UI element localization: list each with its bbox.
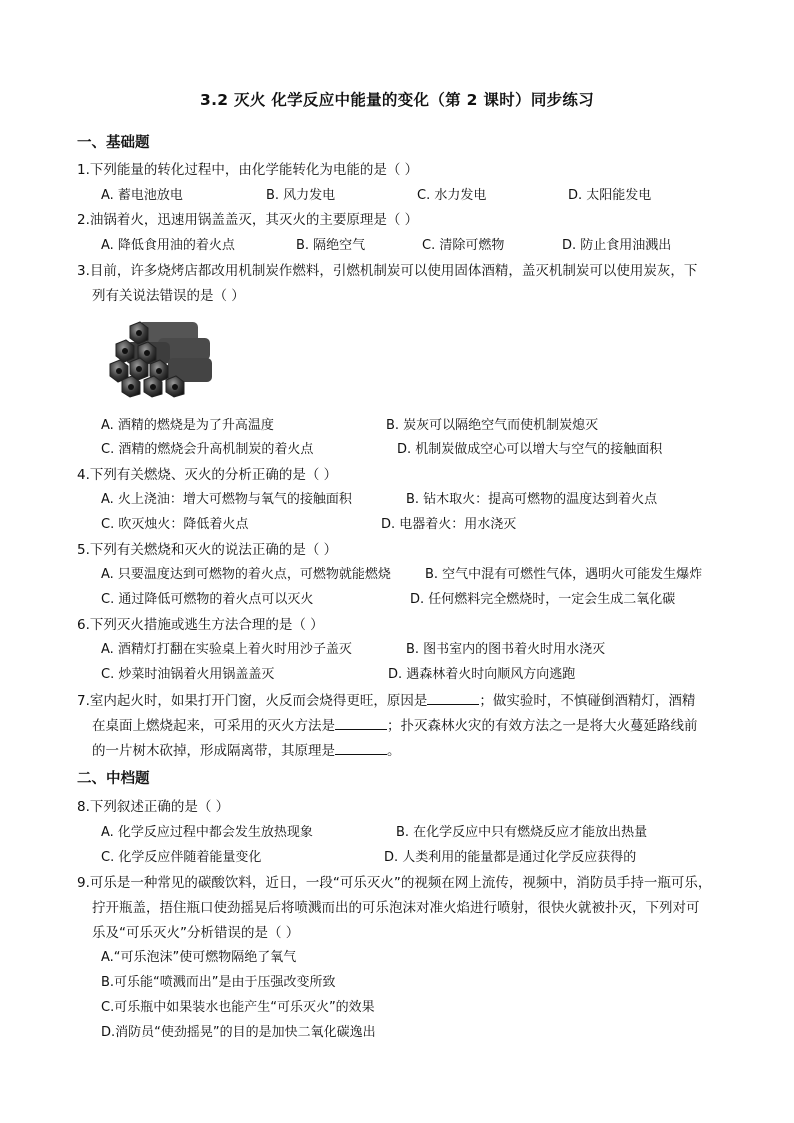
question-9-line-3: 乐及“可乐灭火”分析错误的是（ ） — [92, 925, 300, 941]
question-3-line-2: 列有关说法错误的是（ ） — [92, 288, 245, 304]
q6-option-d: D. 遇森林着火时向顺风方向逃跑 — [388, 667, 576, 682]
answer-blank[interactable] — [335, 740, 387, 755]
q6-option-a: A. 酒精灯打翻在实验桌上着火时用沙子盖灭 — [101, 642, 352, 657]
q7-text-4: ；扑灭森林火灾的有效方法之一是将大火蔓延路线前 — [387, 718, 698, 734]
charcoal-briquettes-image — [108, 318, 214, 398]
q9-option-d: D.消防员“使劲摇晃”的目的是加快二氧化碳逸出 — [101, 1025, 376, 1040]
q5-option-a: A. 只要温度达到可燃物的着火点，可燃物就能燃烧 — [101, 567, 391, 582]
question-9-line-1: 9.可乐是一种常见的碳酸饮料，近日，一段“可乐灭火”的视频在网上流传，视频中，消防员手持一瓶可乐， — [77, 875, 712, 891]
q3-option-d: D. 机制炭做成空心可以增大与空气的接触面积 — [397, 442, 663, 457]
q4-option-d: D. 电器着火：用水浇灭 — [381, 517, 517, 532]
q9-option-b: B.可乐能“喷溅而出”是由于压强改变所致 — [101, 975, 336, 990]
question-2: 2.油锅着火，迅速用锅盖盖灭，其灭火的主要原理是（ ） — [77, 212, 419, 228]
q4-option-c: C. 吹灭烛火：降低着火点 — [101, 517, 249, 532]
question-7-line-2 — [92, 715, 698, 736]
q6-option-c: C. 炒菜时油锅着火用锅盖盖灭 — [101, 667, 275, 682]
question-8: 8.下列叙述正确的是（ ） — [77, 799, 230, 815]
q3-option-a: A. 酒精的燃烧是为了升高温度 — [101, 418, 274, 433]
q1-option-c: C. 水力发电 — [417, 188, 487, 203]
q5-option-b: B. 空气中混有可燃性气体，遇明火可能发生爆炸 — [425, 567, 703, 582]
section-heading-medium: 二、中档题 — [77, 771, 150, 787]
question-7-line-3 — [92, 740, 401, 761]
q8-option-a: A. 化学反应过程中都会发生放热现象 — [101, 825, 313, 840]
q8-option-c: C. 化学反应伴随着能量变化 — [101, 850, 262, 865]
q2-option-a: A. 降低食用油的着火点 — [101, 238, 235, 253]
question-3-line-1: 3.目前，许多烧烤店都改用机制炭作燃料，引燃机制炭可以使用固体酒精，盖灭机制炭可以使用炭灰，下 — [77, 263, 698, 279]
q2-option-d: D. 防止食用油溅出 — [562, 238, 672, 253]
q7-text-5: 的一片树木砍掉，形成隔离带，其原理是 — [92, 743, 335, 759]
q8-option-b: B. 在化学反应中只有燃烧反应才能放出热量 — [396, 825, 648, 840]
q1-option-d: D. 太阳能发电 — [568, 188, 652, 203]
q7-text-3: 在桌面上燃烧起来，可采用的灭火方法是 — [92, 718, 335, 734]
answer-blank[interactable] — [335, 715, 387, 730]
question-6: 6.下列灭火措施或逃生方法合理的是（ ） — [77, 617, 324, 633]
page-title: 3.2 灭火 化学反应中能量的变化（第 2 课时）同步练习 — [199, 91, 595, 109]
q5-option-d: D. 任何燃料完全燃烧时，一定会生成二氧化碳 — [410, 592, 676, 607]
q4-option-a: A. 火上浇油：增大可燃物与氧气的接触面积 — [101, 492, 352, 507]
question-4: 4.下列有关燃烧、灭火的分析正确的是（ ） — [77, 467, 338, 483]
q3-option-c: C. 酒精的燃烧会升高机制炭的着火点 — [101, 442, 314, 457]
q6-option-b: B. 图书室内的图书着火时用水浇灭 — [406, 642, 606, 657]
q9-option-a: A.“可乐泡沫”使可燃物隔绝了氧气 — [101, 950, 297, 965]
q2-option-b: B. 隔绝空气 — [296, 238, 366, 253]
question-1: 1.下列能量的转化过程中，由化学能转化为电能的是（ ） — [77, 162, 419, 178]
q3-option-b: B. 炭灰可以隔绝空气而使机制炭熄灭 — [386, 418, 599, 433]
question-7-line-1 — [77, 690, 695, 711]
q1-option-a: A. 蓄电池放电 — [101, 188, 183, 203]
q1-option-b: B. 风力发电 — [266, 188, 336, 203]
q7-text-2: ；做实验时，不慎碰倒酒精灯，酒精 — [479, 693, 696, 709]
question-9-line-2: 拧开瓶盖，捂住瓶口使劲摇晃后将喷溅而出的可乐泡沫对准火焰进行喷射，很快火就被扑灭，下列对可 — [92, 900, 700, 916]
q9-option-c: C.可乐瓶中如果装水也能产生“可乐灭火”的效果 — [101, 1000, 375, 1015]
q8-option-d: D. 人类利用的能量都是通过化学反应获得的 — [384, 850, 637, 865]
q7-text-1: 7.室内起火时，如果打开门窗，火反而会烧得更旺，原因是 — [77, 693, 428, 709]
answer-blank[interactable] — [427, 690, 479, 705]
q7-text-6: 。 — [387, 743, 401, 759]
section-heading-basic: 一、基础题 — [77, 135, 150, 151]
q2-option-c: C. 清除可燃物 — [422, 238, 505, 253]
q4-option-b: B. 钻木取火：提高可燃物的温度达到着火点 — [406, 492, 658, 507]
q5-option-c: C. 通过降低可燃物的着火点可以灭火 — [101, 592, 314, 607]
question-5: 5.下列有关燃烧和灭火的说法正确的是（ ） — [77, 542, 338, 558]
